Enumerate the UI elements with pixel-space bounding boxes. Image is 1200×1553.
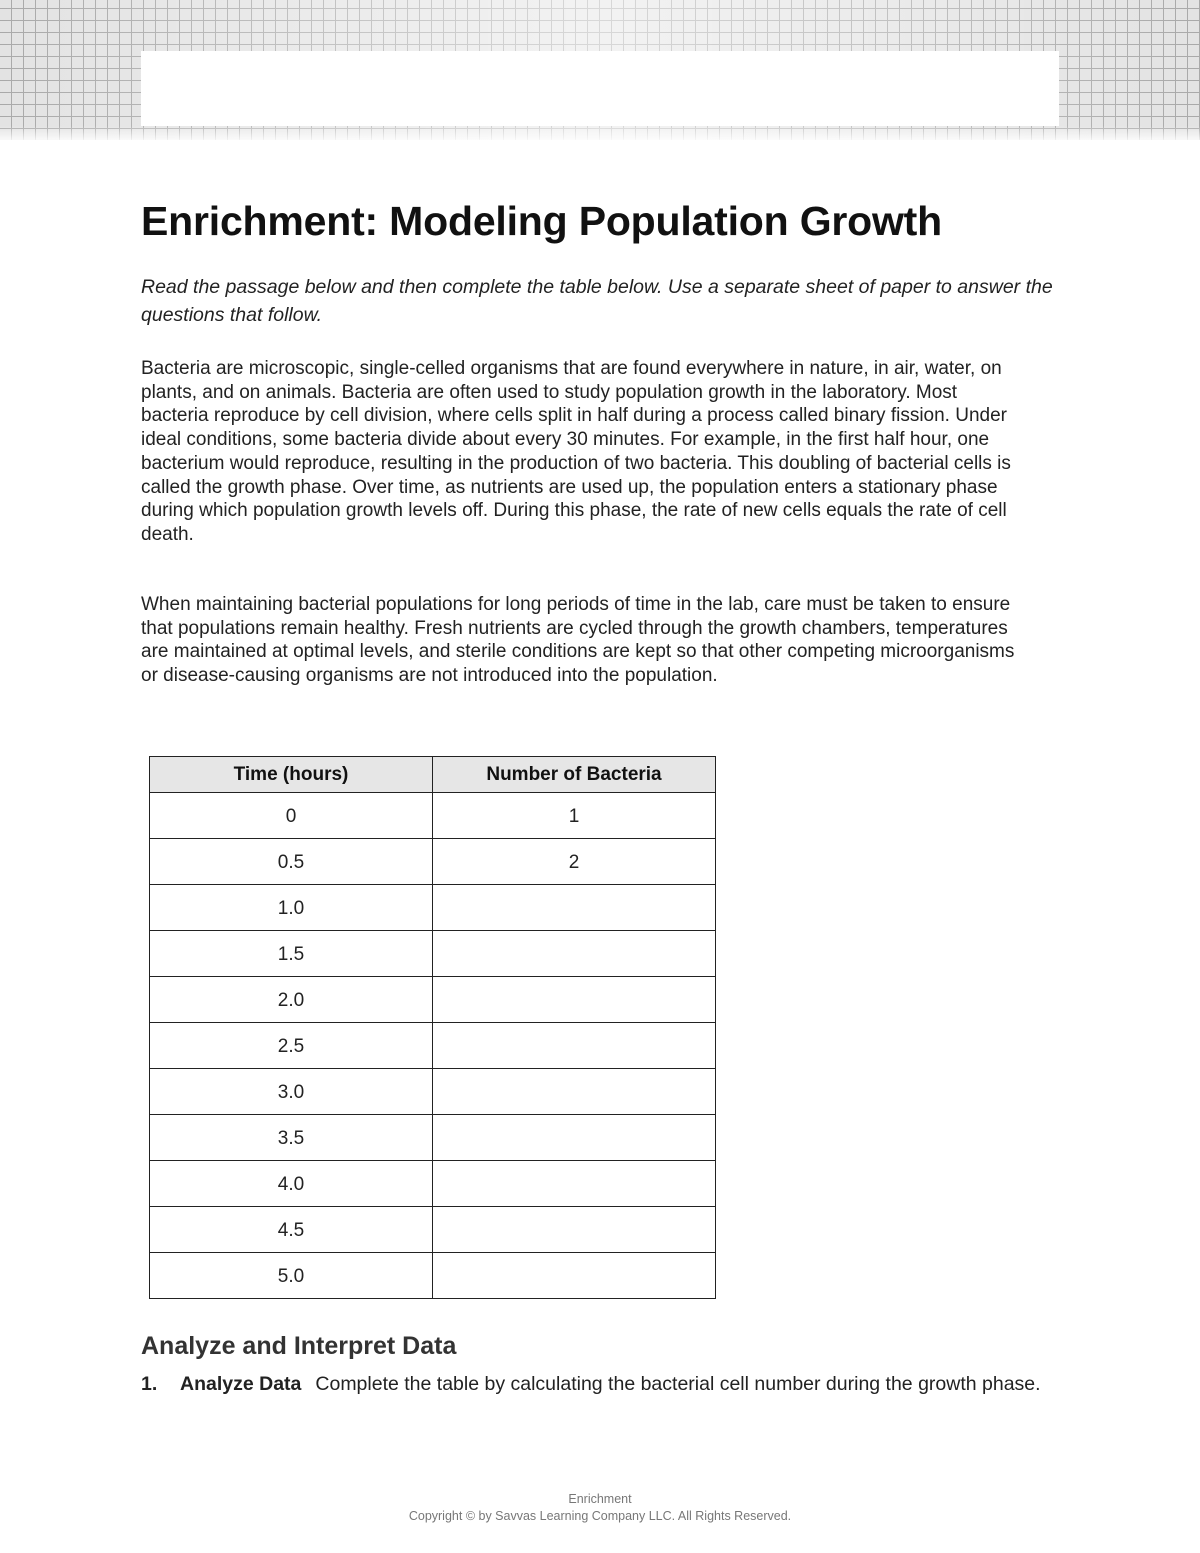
bacteria-count-cell[interactable]: 1 <box>433 793 716 839</box>
table-header-row <box>150 757 716 793</box>
table-row <box>150 1207 716 1253</box>
table-row <box>150 793 716 839</box>
instructions: Read the passage below and then complete the table below. Use a separate sheet of paper to answer the questions that follow. <box>141 276 1053 326</box>
section-heading: Analyze and Interpret Data <box>141 1332 457 1360</box>
bacteria-count-cell[interactable] <box>433 885 716 931</box>
table-row <box>150 1069 716 1115</box>
table-row <box>150 931 716 977</box>
footer-label: Enrichment <box>568 1492 632 1506</box>
time-cell: 0 <box>150 793 433 839</box>
bacteria-count-cell[interactable] <box>433 1023 716 1069</box>
bacteria-growth-table <box>149 756 716 1299</box>
question-1 <box>141 1372 1041 1397</box>
header-blank-box <box>141 51 1059 126</box>
time-cell: 1.0 <box>150 885 433 931</box>
bacteria-count-cell[interactable] <box>433 931 716 977</box>
time-cell: 2.0 <box>150 977 433 1023</box>
question-label: Analyze Data <box>180 1373 302 1395</box>
bacteria-count-cell[interactable] <box>433 977 716 1023</box>
time-cell: 2.5 <box>150 1023 433 1069</box>
table-row <box>150 1023 716 1069</box>
time-cell: 1.5 <box>150 931 433 977</box>
bacteria-count-cell[interactable] <box>433 1207 716 1253</box>
question-body <box>180 1372 1041 1397</box>
table-row <box>150 1115 716 1161</box>
footer-copyright: Copyright © by Savvas Learning Company LLC. All Rights Reserved. <box>408 1509 792 1523</box>
page-title: Enrichment: Modeling Population Growth <box>141 198 942 244</box>
header-time: Time (hours) <box>150 757 433 793</box>
page-footer <box>0 1491 1200 1525</box>
bacteria-count-cell[interactable] <box>433 1161 716 1207</box>
question-number: 1. <box>141 1373 158 1395</box>
table-row <box>150 885 716 931</box>
passage-paragraph-2: When maintaining bacterial populations for long periods of time in the lab, care must be taken to ensure that populations remain healthy. Fresh nutrients are cycled through the growth chambers, temperatures are maintained at optimal levels, and sterile conditions are kept so that other competing microorganisms or disease-causing organisms are not introduced into the population. <box>141 594 1015 687</box>
time-cell: 5.0 <box>150 1253 433 1299</box>
time-cell: 3.0 <box>150 1069 433 1115</box>
bacteria-count-cell[interactable] <box>433 1253 716 1299</box>
bacteria-count-cell[interactable] <box>433 1069 716 1115</box>
table-row <box>150 1253 716 1299</box>
time-cell: 4.5 <box>150 1207 433 1253</box>
time-cell: 0.5 <box>150 839 433 885</box>
table-row <box>150 1161 716 1207</box>
table-row <box>150 839 716 885</box>
time-cell: 3.5 <box>150 1115 433 1161</box>
question-text: Complete the table by calculating the bacterial cell number during the growth phase. <box>315 1373 1041 1395</box>
table-row <box>150 977 716 1023</box>
time-cell: 4.0 <box>150 1161 433 1207</box>
passage-paragraph-1: Bacteria are microscopic, single-celled organisms that are found everywhere in nature, in air, water, on plants, and on animals. Bacteria are often used to study population growth in the laboratory. Most bacteria reproduce by cell division, where cells split in half during a process called binary fission. Under ideal conditions, some bacteria divide about every 30 minutes. For example, in the first half hour, one bacterium would reproduce, resulting in the production of two bacteria. This doubling of bacterial cells is called the growth phase. Over time, as nutrients are used up, the population enters a stationary phase during which population growth levels off. During this phase, the rate of new cells equals the rate of cell death. <box>141 358 1011 545</box>
bacteria-count-cell[interactable]: 2 <box>433 839 716 885</box>
header-bacteria-count: Number of Bacteria <box>433 757 716 793</box>
bacteria-count-cell[interactable] <box>433 1115 716 1161</box>
